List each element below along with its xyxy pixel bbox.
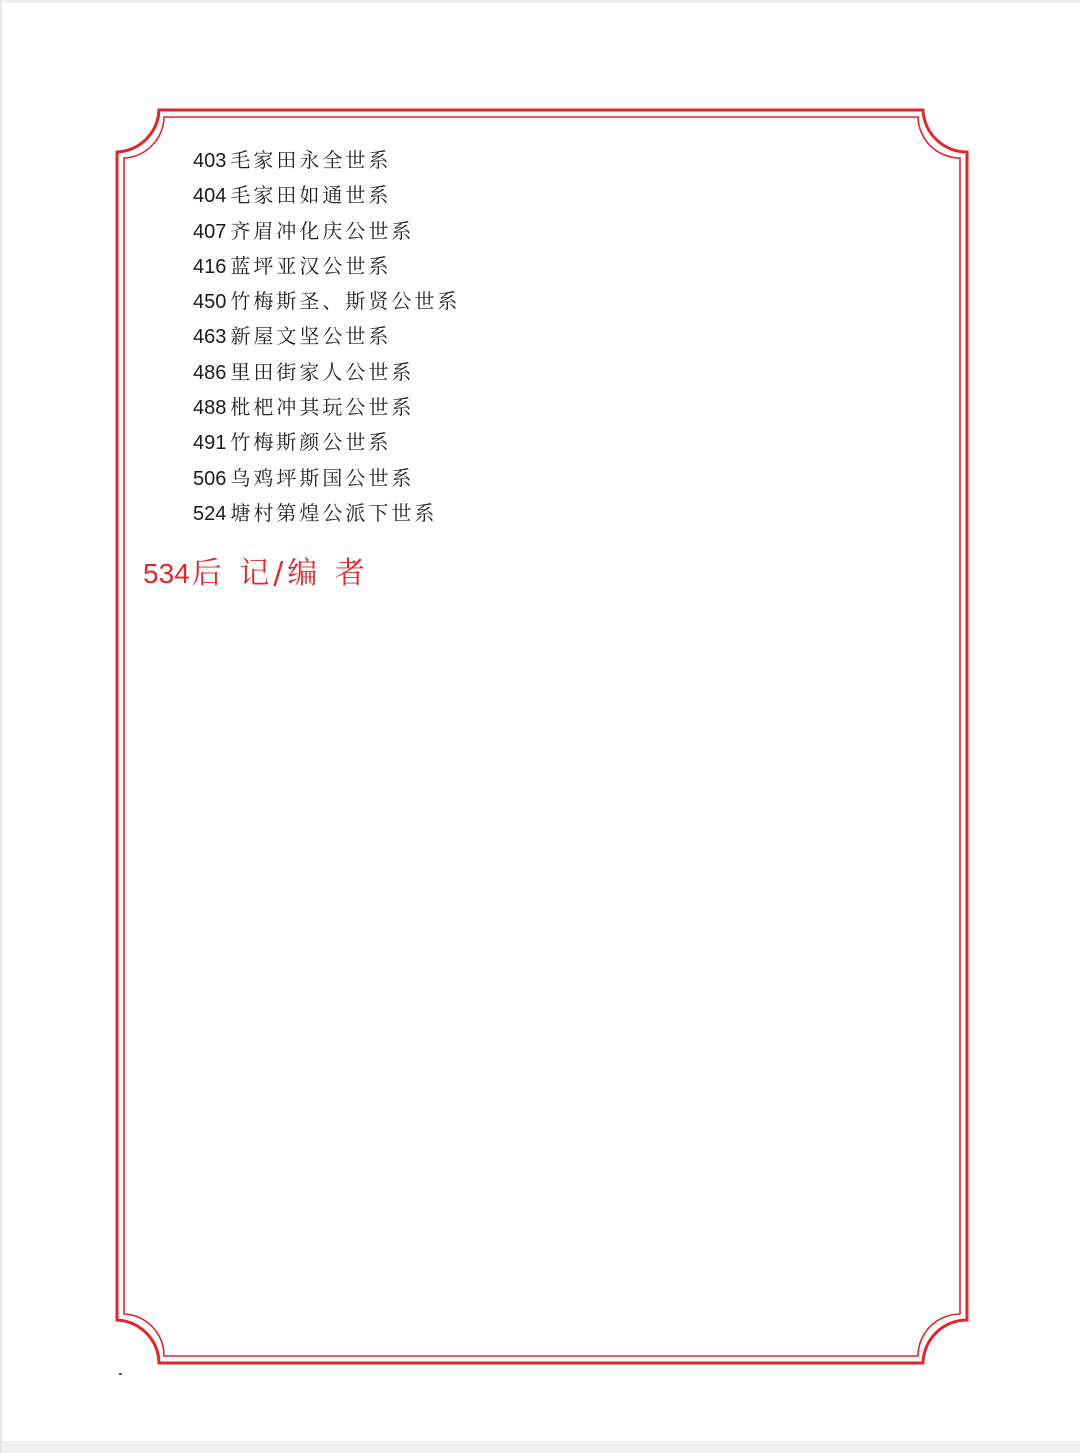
toc-entry[interactable] [193,249,460,284]
toc-entry-title: 毛家田永全世系 [230,148,392,172]
toc-entry-title: 毛家田如通世系 [230,183,392,208]
toc-entry-title: 蓝坪亚汉公世系 [230,253,392,278]
toc-entry[interactable] [193,178,460,213]
toc-afterword-entry[interactable] [143,554,369,599]
scan-speck [119,1373,122,1375]
toc-entry[interactable] [193,355,460,390]
toc-page-number: 463 [193,326,227,349]
toc-page-number: 524 [193,502,227,525]
toc-page-number: 488 [193,397,227,420]
toc-entry[interactable] [193,319,460,354]
toc-entry[interactable] [193,425,460,460]
toc-entry[interactable] [193,461,460,496]
toc-entry-title: 竹梅斯圣、斯贤公世系 [230,289,461,314]
toc-entry-title: 新屋文坚公世系 [230,324,392,349]
toc-entry-title: 枇杷冲其玩公世系 [230,395,415,420]
toc-page-number: 416 [193,255,227,278]
toc-page-number: 486 [193,361,227,384]
toc-entry-title: 塘村第煌公派下世系 [230,500,438,525]
toc-entry[interactable] [193,284,460,319]
afterword-title: 后 记/编 者 [191,556,369,591]
toc-entry-title: 乌鸡坪斯国公世系 [230,465,415,490]
toc-entry[interactable] [193,496,460,531]
toc-page-number: 491 [193,432,227,455]
toc-entry-title: 竹梅斯颜公世系 [230,430,392,455]
table-of-contents [193,143,460,531]
toc-page-number: 506 [193,467,227,490]
toc-entry[interactable] [193,390,460,425]
toc-page-number: 450 [193,291,227,314]
toc-entry[interactable] [193,143,460,178]
toc-entry[interactable] [193,214,460,249]
toc-page-number: 404 [193,185,227,208]
page-bottom-edge [2,1441,1080,1453]
toc-entry-title: 齐眉冲化庆公世系 [230,218,415,243]
toc-page-number: 407 [193,220,227,243]
toc-entry-title: 里田街家人公世系 [230,359,415,384]
toc-page-number: 403 [193,150,227,172]
afterword-page-number: 534 [143,558,190,589]
decorative-border-frame [2,0,1080,1453]
